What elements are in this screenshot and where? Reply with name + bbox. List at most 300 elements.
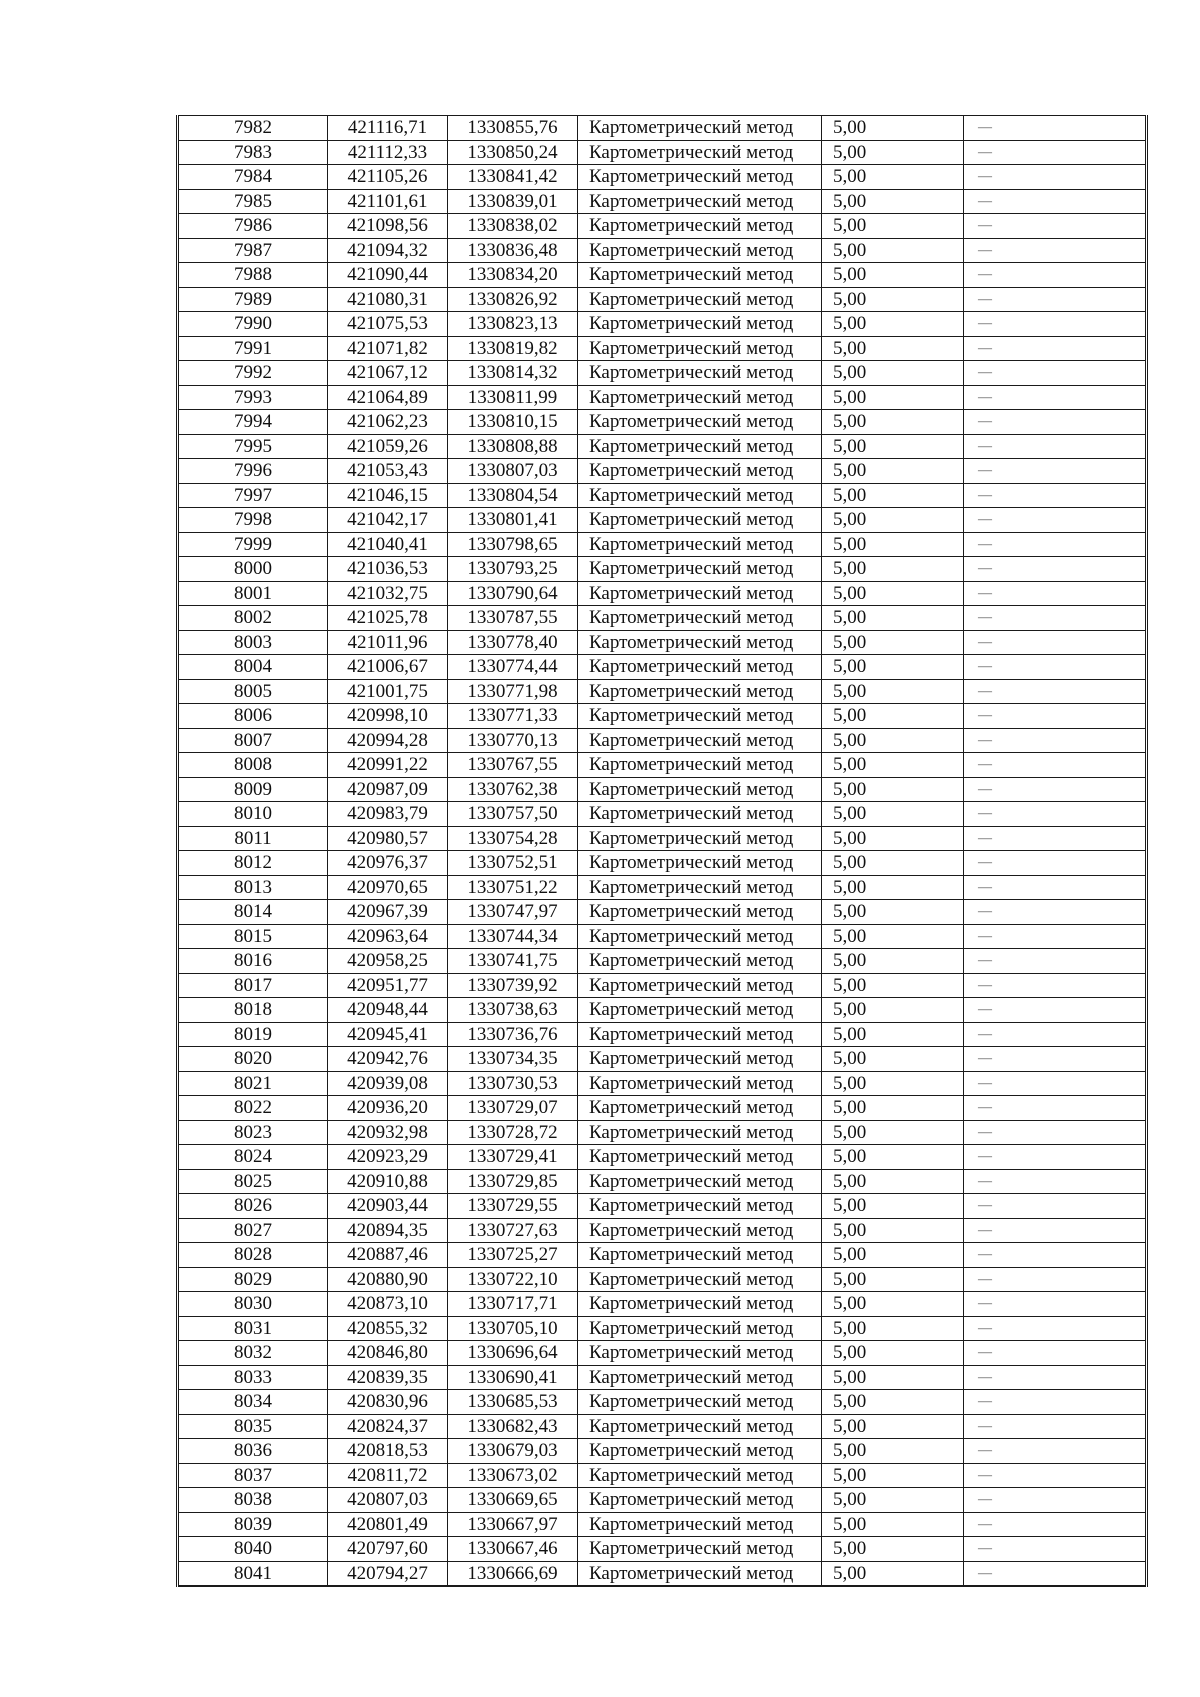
accuracy-cell: 5,00 — [822, 753, 964, 778]
point-number-cell: 8003 — [178, 630, 328, 655]
y-coordinate-cell: 1330705,10 — [448, 1316, 578, 1341]
coordinates-table-body — [178, 116, 1147, 1587]
accuracy-cell: 5,00 — [822, 1390, 964, 1415]
table-row — [178, 1365, 1147, 1390]
y-coordinate-cell: 1330729,41 — [448, 1145, 578, 1170]
accuracy-cell: 5,00 — [822, 704, 964, 729]
point-number-cell: 7999 — [178, 532, 328, 557]
description-cell: — — [964, 385, 1147, 410]
accuracy-cell: 5,00 — [822, 1414, 964, 1439]
x-coordinate-cell: 420811,72 — [328, 1463, 448, 1488]
method-cell: Картометрический метод — [578, 189, 822, 214]
method-cell: Картометрический метод — [578, 1365, 822, 1390]
point-number-cell: 8033 — [178, 1365, 328, 1390]
accuracy-cell: 5,00 — [822, 1292, 964, 1317]
method-cell: Картометрический метод — [578, 1561, 822, 1586]
description-cell: — — [964, 1145, 1147, 1170]
point-number-cell: 8013 — [178, 875, 328, 900]
description-cell: — — [964, 1120, 1147, 1145]
description-cell: — — [964, 630, 1147, 655]
point-number-cell: 7992 — [178, 361, 328, 386]
description-cell: — — [964, 336, 1147, 361]
table-row — [178, 410, 1147, 435]
table-row — [178, 1463, 1147, 1488]
table-row — [178, 581, 1147, 606]
table-row — [178, 1120, 1147, 1145]
description-cell: — — [964, 165, 1147, 190]
y-coordinate-cell: 1330834,20 — [448, 263, 578, 288]
x-coordinate-cell: 420994,28 — [328, 728, 448, 753]
table-row — [178, 1145, 1147, 1170]
point-number-cell: 7994 — [178, 410, 328, 435]
x-coordinate-cell: 420830,96 — [328, 1390, 448, 1415]
description-cell: — — [964, 1169, 1147, 1194]
method-cell: Картометрический метод — [578, 1022, 822, 1047]
description-cell: — — [964, 1243, 1147, 1268]
accuracy-cell: 5,00 — [822, 1022, 964, 1047]
table-row — [178, 1512, 1147, 1537]
accuracy-cell: 5,00 — [822, 361, 964, 386]
description-cell: — — [964, 1022, 1147, 1047]
accuracy-cell: 5,00 — [822, 410, 964, 435]
x-coordinate-cell: 421011,96 — [328, 630, 448, 655]
y-coordinate-cell: 1330736,76 — [448, 1022, 578, 1047]
y-coordinate-cell: 1330757,50 — [448, 802, 578, 827]
method-cell: Картометрический метод — [578, 165, 822, 190]
description-cell: — — [964, 826, 1147, 851]
y-coordinate-cell: 1330771,33 — [448, 704, 578, 729]
point-number-cell: 8023 — [178, 1120, 328, 1145]
method-cell: Картометрический метод — [578, 728, 822, 753]
point-number-cell: 7991 — [178, 336, 328, 361]
accuracy-cell: 5,00 — [822, 1537, 964, 1562]
y-coordinate-cell: 1330682,43 — [448, 1414, 578, 1439]
accuracy-cell: 5,00 — [822, 1488, 964, 1513]
y-coordinate-cell: 1330722,10 — [448, 1267, 578, 1292]
point-number-cell: 7996 — [178, 459, 328, 484]
description-cell: — — [964, 1047, 1147, 1072]
method-cell: Картометрический метод — [578, 826, 822, 851]
y-coordinate-cell: 1330685,53 — [448, 1390, 578, 1415]
point-number-cell: 7989 — [178, 287, 328, 312]
y-coordinate-cell: 1330838,02 — [448, 214, 578, 239]
table-row — [178, 1537, 1147, 1562]
x-coordinate-cell: 420894,35 — [328, 1218, 448, 1243]
method-cell: Картометрический метод — [578, 851, 822, 876]
x-coordinate-cell: 420991,22 — [328, 753, 448, 778]
y-coordinate-cell: 1330744,34 — [448, 924, 578, 949]
x-coordinate-cell: 421067,12 — [328, 361, 448, 386]
accuracy-cell: 5,00 — [822, 949, 964, 974]
description-cell: — — [964, 1414, 1147, 1439]
accuracy-cell: 5,00 — [822, 998, 964, 1023]
method-cell: Картометрический метод — [578, 655, 822, 680]
y-coordinate-cell: 1330778,40 — [448, 630, 578, 655]
y-coordinate-cell: 1330725,27 — [448, 1243, 578, 1268]
table-row — [178, 704, 1147, 729]
y-coordinate-cell: 1330811,99 — [448, 385, 578, 410]
method-cell: Картометрический метод — [578, 1463, 822, 1488]
description-cell: — — [964, 900, 1147, 925]
x-coordinate-cell: 420839,35 — [328, 1365, 448, 1390]
method-cell: Картометрический метод — [578, 1096, 822, 1121]
description-cell: — — [964, 361, 1147, 386]
point-number-cell: 8040 — [178, 1537, 328, 1562]
point-number-cell: 7985 — [178, 189, 328, 214]
x-coordinate-cell: 420948,44 — [328, 998, 448, 1023]
description-cell: — — [964, 1341, 1147, 1366]
table-row — [178, 336, 1147, 361]
x-coordinate-cell: 421006,67 — [328, 655, 448, 680]
accuracy-cell: 5,00 — [822, 581, 964, 606]
method-cell: Картометрический метод — [578, 777, 822, 802]
y-coordinate-cell: 1330727,63 — [448, 1218, 578, 1243]
accuracy-cell: 5,00 — [822, 165, 964, 190]
point-number-cell: 8009 — [178, 777, 328, 802]
point-number-cell: 8001 — [178, 581, 328, 606]
description-cell: — — [964, 606, 1147, 631]
y-coordinate-cell: 1330823,13 — [448, 312, 578, 337]
table-row — [178, 924, 1147, 949]
y-coordinate-cell: 1330807,03 — [448, 459, 578, 484]
table-row — [178, 1439, 1147, 1464]
accuracy-cell: 5,00 — [822, 214, 964, 239]
description-cell: — — [964, 508, 1147, 533]
method-cell: Картометрический метод — [578, 1071, 822, 1096]
description-cell: — — [964, 1071, 1147, 1096]
method-cell: Картометрический метод — [578, 1267, 822, 1292]
method-cell: Картометрический метод — [578, 1316, 822, 1341]
y-coordinate-cell: 1330774,44 — [448, 655, 578, 680]
table-row — [178, 385, 1147, 410]
y-coordinate-cell: 1330798,65 — [448, 532, 578, 557]
y-coordinate-cell: 1330739,92 — [448, 973, 578, 998]
y-coordinate-cell: 1330741,75 — [448, 949, 578, 974]
x-coordinate-cell: 420963,64 — [328, 924, 448, 949]
y-coordinate-cell: 1330729,85 — [448, 1169, 578, 1194]
description-cell: — — [964, 655, 1147, 680]
x-coordinate-cell: 420923,29 — [328, 1145, 448, 1170]
description-cell: — — [964, 581, 1147, 606]
y-coordinate-cell: 1330841,42 — [448, 165, 578, 190]
point-number-cell: 8014 — [178, 900, 328, 925]
point-number-cell: 7995 — [178, 434, 328, 459]
point-number-cell: 8034 — [178, 1390, 328, 1415]
point-number-cell: 8035 — [178, 1414, 328, 1439]
table-row — [178, 998, 1147, 1023]
method-cell: Картометрический метод — [578, 1292, 822, 1317]
point-number-cell: 8010 — [178, 802, 328, 827]
accuracy-cell: 5,00 — [822, 1096, 964, 1121]
table-row — [178, 361, 1147, 386]
table-row — [178, 1169, 1147, 1194]
description-cell: — — [964, 1463, 1147, 1488]
accuracy-cell: 5,00 — [822, 1512, 964, 1537]
description-cell: — — [964, 459, 1147, 484]
description-cell: — — [964, 973, 1147, 998]
point-number-cell: 8016 — [178, 949, 328, 974]
y-coordinate-cell: 1330814,32 — [448, 361, 578, 386]
table-row — [178, 973, 1147, 998]
accuracy-cell: 5,00 — [822, 655, 964, 680]
method-cell: Картометрический метод — [578, 1194, 822, 1219]
accuracy-cell: 5,00 — [822, 434, 964, 459]
x-coordinate-cell: 420942,76 — [328, 1047, 448, 1072]
method-cell: Картометрический метод — [578, 385, 822, 410]
point-number-cell: 8015 — [178, 924, 328, 949]
x-coordinate-cell: 420983,79 — [328, 802, 448, 827]
method-cell: Картометрический метод — [578, 287, 822, 312]
y-coordinate-cell: 1330754,28 — [448, 826, 578, 851]
x-coordinate-cell: 420939,08 — [328, 1071, 448, 1096]
description-cell: — — [964, 287, 1147, 312]
description-cell: — — [964, 557, 1147, 582]
method-cell: Картометрический метод — [578, 875, 822, 900]
description-cell: — — [964, 1561, 1147, 1586]
accuracy-cell: 5,00 — [822, 679, 964, 704]
method-cell: Картометрический метод — [578, 900, 822, 925]
accuracy-cell: 5,00 — [822, 630, 964, 655]
description-cell: — — [964, 753, 1147, 778]
table-row — [178, 1390, 1147, 1415]
description-cell: — — [964, 802, 1147, 827]
description-cell: — — [964, 214, 1147, 239]
accuracy-cell: 5,00 — [822, 1243, 964, 1268]
accuracy-cell: 5,00 — [822, 1120, 964, 1145]
method-cell: Картометрический метод — [578, 1243, 822, 1268]
point-number-cell: 8036 — [178, 1439, 328, 1464]
x-coordinate-cell: 421040,41 — [328, 532, 448, 557]
method-cell: Картометрический метод — [578, 263, 822, 288]
x-coordinate-cell: 420887,46 — [328, 1243, 448, 1268]
description-cell: — — [964, 1537, 1147, 1562]
description-cell: — — [964, 875, 1147, 900]
point-number-cell: 7983 — [178, 140, 328, 165]
y-coordinate-cell: 1330801,41 — [448, 508, 578, 533]
x-coordinate-cell: 421032,75 — [328, 581, 448, 606]
method-cell: Картометрический метод — [578, 214, 822, 239]
y-coordinate-cell: 1330729,07 — [448, 1096, 578, 1121]
description-cell: — — [964, 924, 1147, 949]
table-row — [178, 116, 1147, 141]
method-cell: Картометрический метод — [578, 1537, 822, 1562]
method-cell: Картометрический метод — [578, 1047, 822, 1072]
table-row — [178, 851, 1147, 876]
table-row — [178, 1218, 1147, 1243]
accuracy-cell: 5,00 — [822, 802, 964, 827]
description-cell: — — [964, 1512, 1147, 1537]
x-coordinate-cell: 420970,65 — [328, 875, 448, 900]
method-cell: Картометрический метод — [578, 361, 822, 386]
y-coordinate-cell: 1330767,55 — [448, 753, 578, 778]
point-number-cell: 8008 — [178, 753, 328, 778]
point-number-cell: 7986 — [178, 214, 328, 239]
x-coordinate-cell: 421112,33 — [328, 140, 448, 165]
accuracy-cell: 5,00 — [822, 557, 964, 582]
description-cell: — — [964, 263, 1147, 288]
point-number-cell: 7990 — [178, 312, 328, 337]
point-number-cell: 7982 — [178, 116, 328, 141]
method-cell: Картометрический метод — [578, 1488, 822, 1513]
table-row — [178, 1561, 1147, 1586]
x-coordinate-cell: 421101,61 — [328, 189, 448, 214]
x-coordinate-cell: 421062,23 — [328, 410, 448, 435]
x-coordinate-cell: 420958,25 — [328, 949, 448, 974]
table-row — [178, 557, 1147, 582]
accuracy-cell: 5,00 — [822, 1463, 964, 1488]
accuracy-cell: 5,00 — [822, 1316, 964, 1341]
table-row — [178, 753, 1147, 778]
x-coordinate-cell: 420818,53 — [328, 1439, 448, 1464]
x-coordinate-cell: 420967,39 — [328, 900, 448, 925]
y-coordinate-cell: 1330667,46 — [448, 1537, 578, 1562]
x-coordinate-cell: 420976,37 — [328, 851, 448, 876]
table-row — [178, 508, 1147, 533]
y-coordinate-cell: 1330793,25 — [448, 557, 578, 582]
point-number-cell: 7997 — [178, 483, 328, 508]
table-row — [178, 777, 1147, 802]
method-cell: Картометрический метод — [578, 116, 822, 141]
x-coordinate-cell: 421025,78 — [328, 606, 448, 631]
description-cell: — — [964, 1096, 1147, 1121]
accuracy-cell: 5,00 — [822, 287, 964, 312]
accuracy-cell: 5,00 — [822, 140, 964, 165]
accuracy-cell: 5,00 — [822, 532, 964, 557]
x-coordinate-cell: 420980,57 — [328, 826, 448, 851]
description-cell: — — [964, 238, 1147, 263]
method-cell: Картометрический метод — [578, 1390, 822, 1415]
table-row — [178, 238, 1147, 263]
accuracy-cell: 5,00 — [822, 1561, 964, 1586]
description-cell: — — [964, 312, 1147, 337]
description-cell: — — [964, 851, 1147, 876]
x-coordinate-cell: 420807,03 — [328, 1488, 448, 1513]
table-row — [178, 189, 1147, 214]
table-row — [178, 679, 1147, 704]
point-number-cell: 8007 — [178, 728, 328, 753]
x-coordinate-cell: 421071,82 — [328, 336, 448, 361]
description-cell: — — [964, 777, 1147, 802]
table-row — [178, 165, 1147, 190]
x-coordinate-cell: 420987,09 — [328, 777, 448, 802]
table-row — [178, 287, 1147, 312]
y-coordinate-cell: 1330839,01 — [448, 189, 578, 214]
point-number-cell: 7993 — [178, 385, 328, 410]
x-coordinate-cell: 420873,10 — [328, 1292, 448, 1317]
table-row — [178, 1341, 1147, 1366]
x-coordinate-cell: 420903,44 — [328, 1194, 448, 1219]
x-coordinate-cell: 420910,88 — [328, 1169, 448, 1194]
table-row — [178, 1022, 1147, 1047]
method-cell: Картометрический метод — [578, 238, 822, 263]
description-cell: — — [964, 998, 1147, 1023]
coordinates-table — [176, 115, 1148, 1587]
point-number-cell: 8031 — [178, 1316, 328, 1341]
table-row — [178, 1071, 1147, 1096]
point-number-cell: 8002 — [178, 606, 328, 631]
accuracy-cell: 5,00 — [822, 263, 964, 288]
point-number-cell: 8018 — [178, 998, 328, 1023]
table-row — [178, 1414, 1147, 1439]
table-row — [178, 655, 1147, 680]
x-coordinate-cell: 421075,53 — [328, 312, 448, 337]
table-row — [178, 532, 1147, 557]
accuracy-cell: 5,00 — [822, 336, 964, 361]
method-cell: Картометрический метод — [578, 630, 822, 655]
method-cell: Картометрический метод — [578, 336, 822, 361]
y-coordinate-cell: 1330679,03 — [448, 1439, 578, 1464]
description-cell: — — [964, 704, 1147, 729]
x-coordinate-cell: 421064,89 — [328, 385, 448, 410]
point-number-cell: 8030 — [178, 1292, 328, 1317]
x-coordinate-cell: 421094,32 — [328, 238, 448, 263]
accuracy-cell: 5,00 — [822, 1194, 964, 1219]
accuracy-cell: 5,00 — [822, 238, 964, 263]
method-cell: Картометрический метод — [578, 1218, 822, 1243]
table-row — [178, 900, 1147, 925]
table-row — [178, 875, 1147, 900]
point-number-cell: 8038 — [178, 1488, 328, 1513]
point-number-cell: 8026 — [178, 1194, 328, 1219]
method-cell: Картометрический метод — [578, 1414, 822, 1439]
accuracy-cell: 5,00 — [822, 385, 964, 410]
point-number-cell: 7984 — [178, 165, 328, 190]
method-cell: Картометрический метод — [578, 483, 822, 508]
x-coordinate-cell: 420797,60 — [328, 1537, 448, 1562]
table-row — [178, 483, 1147, 508]
description-cell: — — [964, 1267, 1147, 1292]
table-row — [178, 312, 1147, 337]
accuracy-cell: 5,00 — [822, 875, 964, 900]
y-coordinate-cell: 1330696,64 — [448, 1341, 578, 1366]
accuracy-cell: 5,00 — [822, 826, 964, 851]
x-coordinate-cell: 420880,90 — [328, 1267, 448, 1292]
y-coordinate-cell: 1330790,64 — [448, 581, 578, 606]
description-cell: — — [964, 1292, 1147, 1317]
method-cell: Картометрический метод — [578, 1439, 822, 1464]
description-cell: — — [964, 1488, 1147, 1513]
point-number-cell: 7987 — [178, 238, 328, 263]
accuracy-cell: 5,00 — [822, 1267, 964, 1292]
accuracy-cell: 5,00 — [822, 1145, 964, 1170]
description-cell: — — [964, 1218, 1147, 1243]
point-number-cell: 8032 — [178, 1341, 328, 1366]
y-coordinate-cell: 1330771,98 — [448, 679, 578, 704]
method-cell: Картометрический метод — [578, 704, 822, 729]
y-coordinate-cell: 1330836,48 — [448, 238, 578, 263]
x-coordinate-cell: 420824,37 — [328, 1414, 448, 1439]
method-cell: Картометрический метод — [578, 140, 822, 165]
point-number-cell: 8011 — [178, 826, 328, 851]
y-coordinate-cell: 1330729,55 — [448, 1194, 578, 1219]
x-coordinate-cell: 421036,53 — [328, 557, 448, 582]
method-cell: Картометрический метод — [578, 679, 822, 704]
method-cell: Картометрический метод — [578, 753, 822, 778]
description-cell: — — [964, 1316, 1147, 1341]
y-coordinate-cell: 1330730,53 — [448, 1071, 578, 1096]
y-coordinate-cell: 1330850,24 — [448, 140, 578, 165]
accuracy-cell: 5,00 — [822, 606, 964, 631]
accuracy-cell: 5,00 — [822, 1169, 964, 1194]
method-cell: Картометрический метод — [578, 459, 822, 484]
method-cell: Картометрический метод — [578, 532, 822, 557]
y-coordinate-cell: 1330751,22 — [448, 875, 578, 900]
point-number-cell: 8039 — [178, 1512, 328, 1537]
x-coordinate-cell: 421105,26 — [328, 165, 448, 190]
point-number-cell: 8017 — [178, 973, 328, 998]
accuracy-cell: 5,00 — [822, 459, 964, 484]
method-cell: Картометрический метод — [578, 312, 822, 337]
